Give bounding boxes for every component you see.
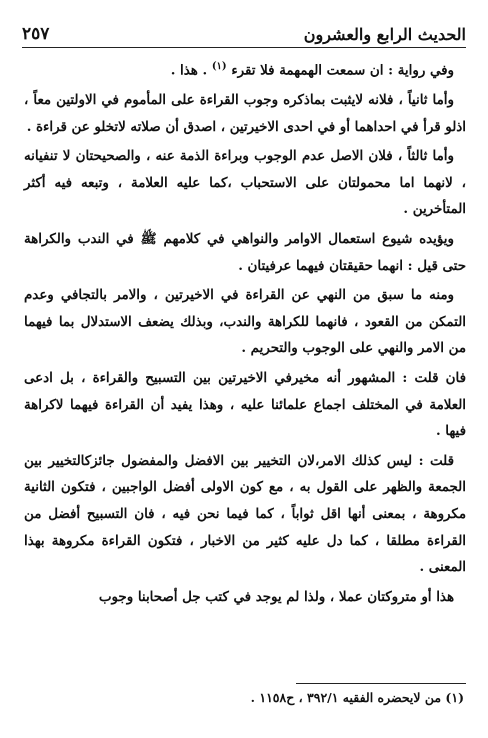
paragraph-6: فان قلت : المشهور أنه مخيرفي الاخيرتين بين التسبيح والقراءة ، بل ادعى العلامة في المختلف اجماع علمائنا عليه ، وهذا يفيد أن القراءة فيهما لاكراهة فيها . [24,370,466,440]
footnote-rule [296,683,466,684]
page-header [22,14,466,44]
paragraph-5: ومنه ما سبق من النهي عن القراءة في الاخيرتين ، والامر بالتجافي وعدم التمكن من القعود ، فانهما للكراهة والندب، وبذلك يضعف الاستدلال بما فيهما من الامر والنهي على الوجوب والتحريم . [24,287,466,357]
footnote-reference[interactable]: (١) [211,61,227,72]
paragraph-1-tail: . هذا . [170,62,212,79]
page-number: ٢٥٧ [22,24,50,44]
paragraph-4: ويؤيده شيوع استعمال الاوامر والنواهي في كلامهم ﷺ في الندب والكراهة حتى قيل : انهما حقيقتان فيهما عرفيتان . [24,231,466,274]
paragraph-7: قلت : ليس كذلك الامر،لان التخيير بين الافضل والمفضول جائزكالتخيير بين الجمعة والظهر على القول به ، مع كون الاولى أفضل الواجبين ، فتكون الثانية مكروهة ، بمعنى أنها اقل ثواباً ، كما فيما نحن فيه ، فان التسبيح أفضل من القراءة مطلقا ، كما دل عليه كثير من الاخبار ، فتكون القراءة مكروهة بهذا المعنى . [24,452,466,576]
paragraph-3: وأما ثالثاً ، فلان الاصل عدم الوجوب وبراءة الذمة عنه ، والصحيحتان لا تنفيانه ، لانهما اما محمولتان على الاستحباب ،كما عليه العلامة ، وتبعه فيه أكثر المتأخرين . [24,148,466,218]
paragraph-2: وأما ثانياً ، فلانه لايثبت بماذكره وجوب القراءة على المأموم في الاولتين معاً ، اذلو قرأ في احداهما أو في احدى الاخيرتين ، اصدق أن صلاته لاتخلو عن قراءة . [24,92,466,135]
paragraph-8: هذا أو متروكتان عملا ، ولذا لم يوجد في كتب جل أصحابنا وجوب [98,588,454,605]
paragraph-1-text: وفي رواية : ان سمعت الهمهمة فلا تقرء [226,62,454,79]
footnote: (١) من لايحضره الفقيه ٣٩٢/١ ، ح١١٥٨ . [250,690,464,705]
body-text [24,54,466,613]
paragraph-1 [24,54,466,84]
running-title: الحديث الرابع والعشرون [303,25,466,44]
header-rule [22,47,466,48]
